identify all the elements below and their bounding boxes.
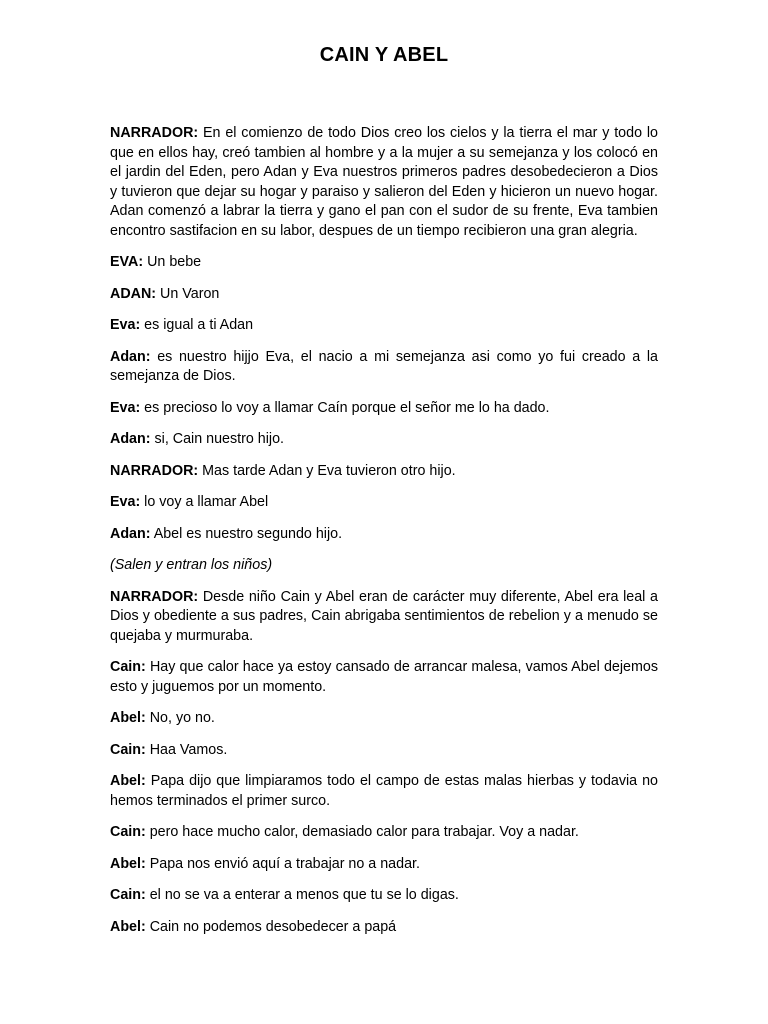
- dialogue-text: Mas tarde Adan y Eva tuvieron otro hijo.: [198, 462, 456, 479]
- stage-direction: [110, 556, 658, 576]
- script-line: [110, 772, 658, 811]
- script-line: [110, 348, 658, 387]
- dialogue-text: En el comienzo de todo Dios creo los cielos y la tierra el mar y todo lo que en ellos hay, creó tambien al hombre y a la mujer a su semejanza y los colocó en el jardin del Eden, pero Adan y Eva nuestros primeros padres desobedecieron a Dios y tuvieron que dejar su hogar y paraiso y salieron del Eden y hicieron un nuevo hogar. Adan comenzó a labrar la tierra y gano el pan con el sudor de su frente, Eva tambien encontro sastifacion en su labor, despues de un tiempo recibieron una gran alegria.: [110, 125, 658, 239]
- speaker-label: Abel:: [110, 773, 146, 789]
- script-line: [110, 886, 658, 906]
- script-line: [110, 430, 658, 450]
- speaker-label: Cain:: [110, 824, 146, 840]
- dialogue-text: Desde niño Cain y Abel eran de carácter muy diferente, Abel era leal a Dios y obediente a sus padres, Cain abrigaba sentimientos de rebelion y a menudo se quejaba y murmuraba.: [110, 588, 658, 644]
- speaker-label: NARRADOR:: [110, 588, 199, 605]
- script-line: [110, 124, 658, 241]
- speaker-label: Adan:: [110, 348, 151, 365]
- script-line: [110, 525, 658, 545]
- dialogue-text: pero hace mucho calor, demasiado calor para trabajar. Voy a nadar.: [145, 824, 579, 840]
- script-line: [110, 493, 658, 513]
- script-line: [110, 399, 658, 419]
- script-line: [110, 253, 658, 273]
- script-line: [110, 285, 658, 305]
- speaker-label: Adan:: [110, 431, 151, 447]
- script-line: [110, 316, 658, 336]
- dialogue-text: Abel es nuestro segundo hijo.: [150, 525, 343, 542]
- dialogue-text: lo voy a llamar Abel: [140, 494, 269, 510]
- script-line: [110, 658, 658, 697]
- dialogue-text: es igual a ti Adan: [140, 317, 254, 333]
- dialogue-text: Haa Vamos.: [145, 741, 228, 758]
- stage-direction-text: (Salen y entran los niños): [110, 557, 273, 573]
- dialogue-text: Un Varon: [156, 285, 220, 302]
- speaker-label: Abel:: [110, 855, 146, 872]
- speaker-label: Cain:: [110, 741, 146, 758]
- speaker-label: ADAN:: [110, 285, 157, 302]
- speaker-label: Cain:: [110, 659, 146, 675]
- page-title: CAIN Y ABEL: [319, 44, 449, 66]
- dialogue-text: es nuestro hijjo Eva, el nacio a mi semejanza asi como yo fui creado a la semejanza de Dios.: [110, 348, 658, 384]
- speaker-label: NARRADOR:: [110, 462, 199, 479]
- dialogue-text: Papa dijo que limpiaramos todo el campo de estas malas hierbas y todavia no hemos terminados el primer surco.: [110, 773, 658, 809]
- speaker-label: Abel:: [110, 918, 146, 935]
- script-line: [110, 741, 658, 761]
- dialogue-text: Cain no podemos desobedecer a papá: [145, 918, 397, 935]
- speaker-label: Cain:: [110, 887, 146, 903]
- dialogue-text: el no se va a enterar a menos que tu se lo digas.: [145, 887, 459, 903]
- speaker-label: EVA:: [110, 254, 144, 270]
- speaker-label: Adan:: [110, 525, 151, 542]
- script-body: [110, 124, 658, 949]
- speaker-label: NARRADOR:: [110, 125, 199, 141]
- script-line: [110, 462, 658, 482]
- dialogue-text: No, yo no.: [145, 710, 215, 726]
- script-line: [110, 588, 658, 647]
- speaker-label: Abel:: [110, 710, 146, 726]
- dialogue-text: Papa nos envió aquí a trabajar no a nadar.: [145, 855, 420, 872]
- dialogue-text: Un bebe: [143, 254, 202, 270]
- speaker-label: Eva:: [110, 317, 141, 333]
- script-line: [110, 855, 658, 875]
- speaker-label: Eva:: [110, 494, 141, 510]
- dialogue-text: Hay que calor hace ya estoy cansado de arrancar malesa, vamos Abel dejemos esto y juguemos por un momento.: [110, 659, 658, 695]
- script-line: [110, 918, 658, 938]
- dialogue-text: es precioso lo voy a llamar Caín porque el señor me lo ha dado.: [140, 399, 550, 416]
- speaker-label: Eva:: [110, 399, 141, 416]
- dialogue-text: si, Cain nuestro hijo.: [150, 431, 285, 447]
- script-line: [110, 823, 658, 843]
- script-line: [110, 709, 658, 729]
